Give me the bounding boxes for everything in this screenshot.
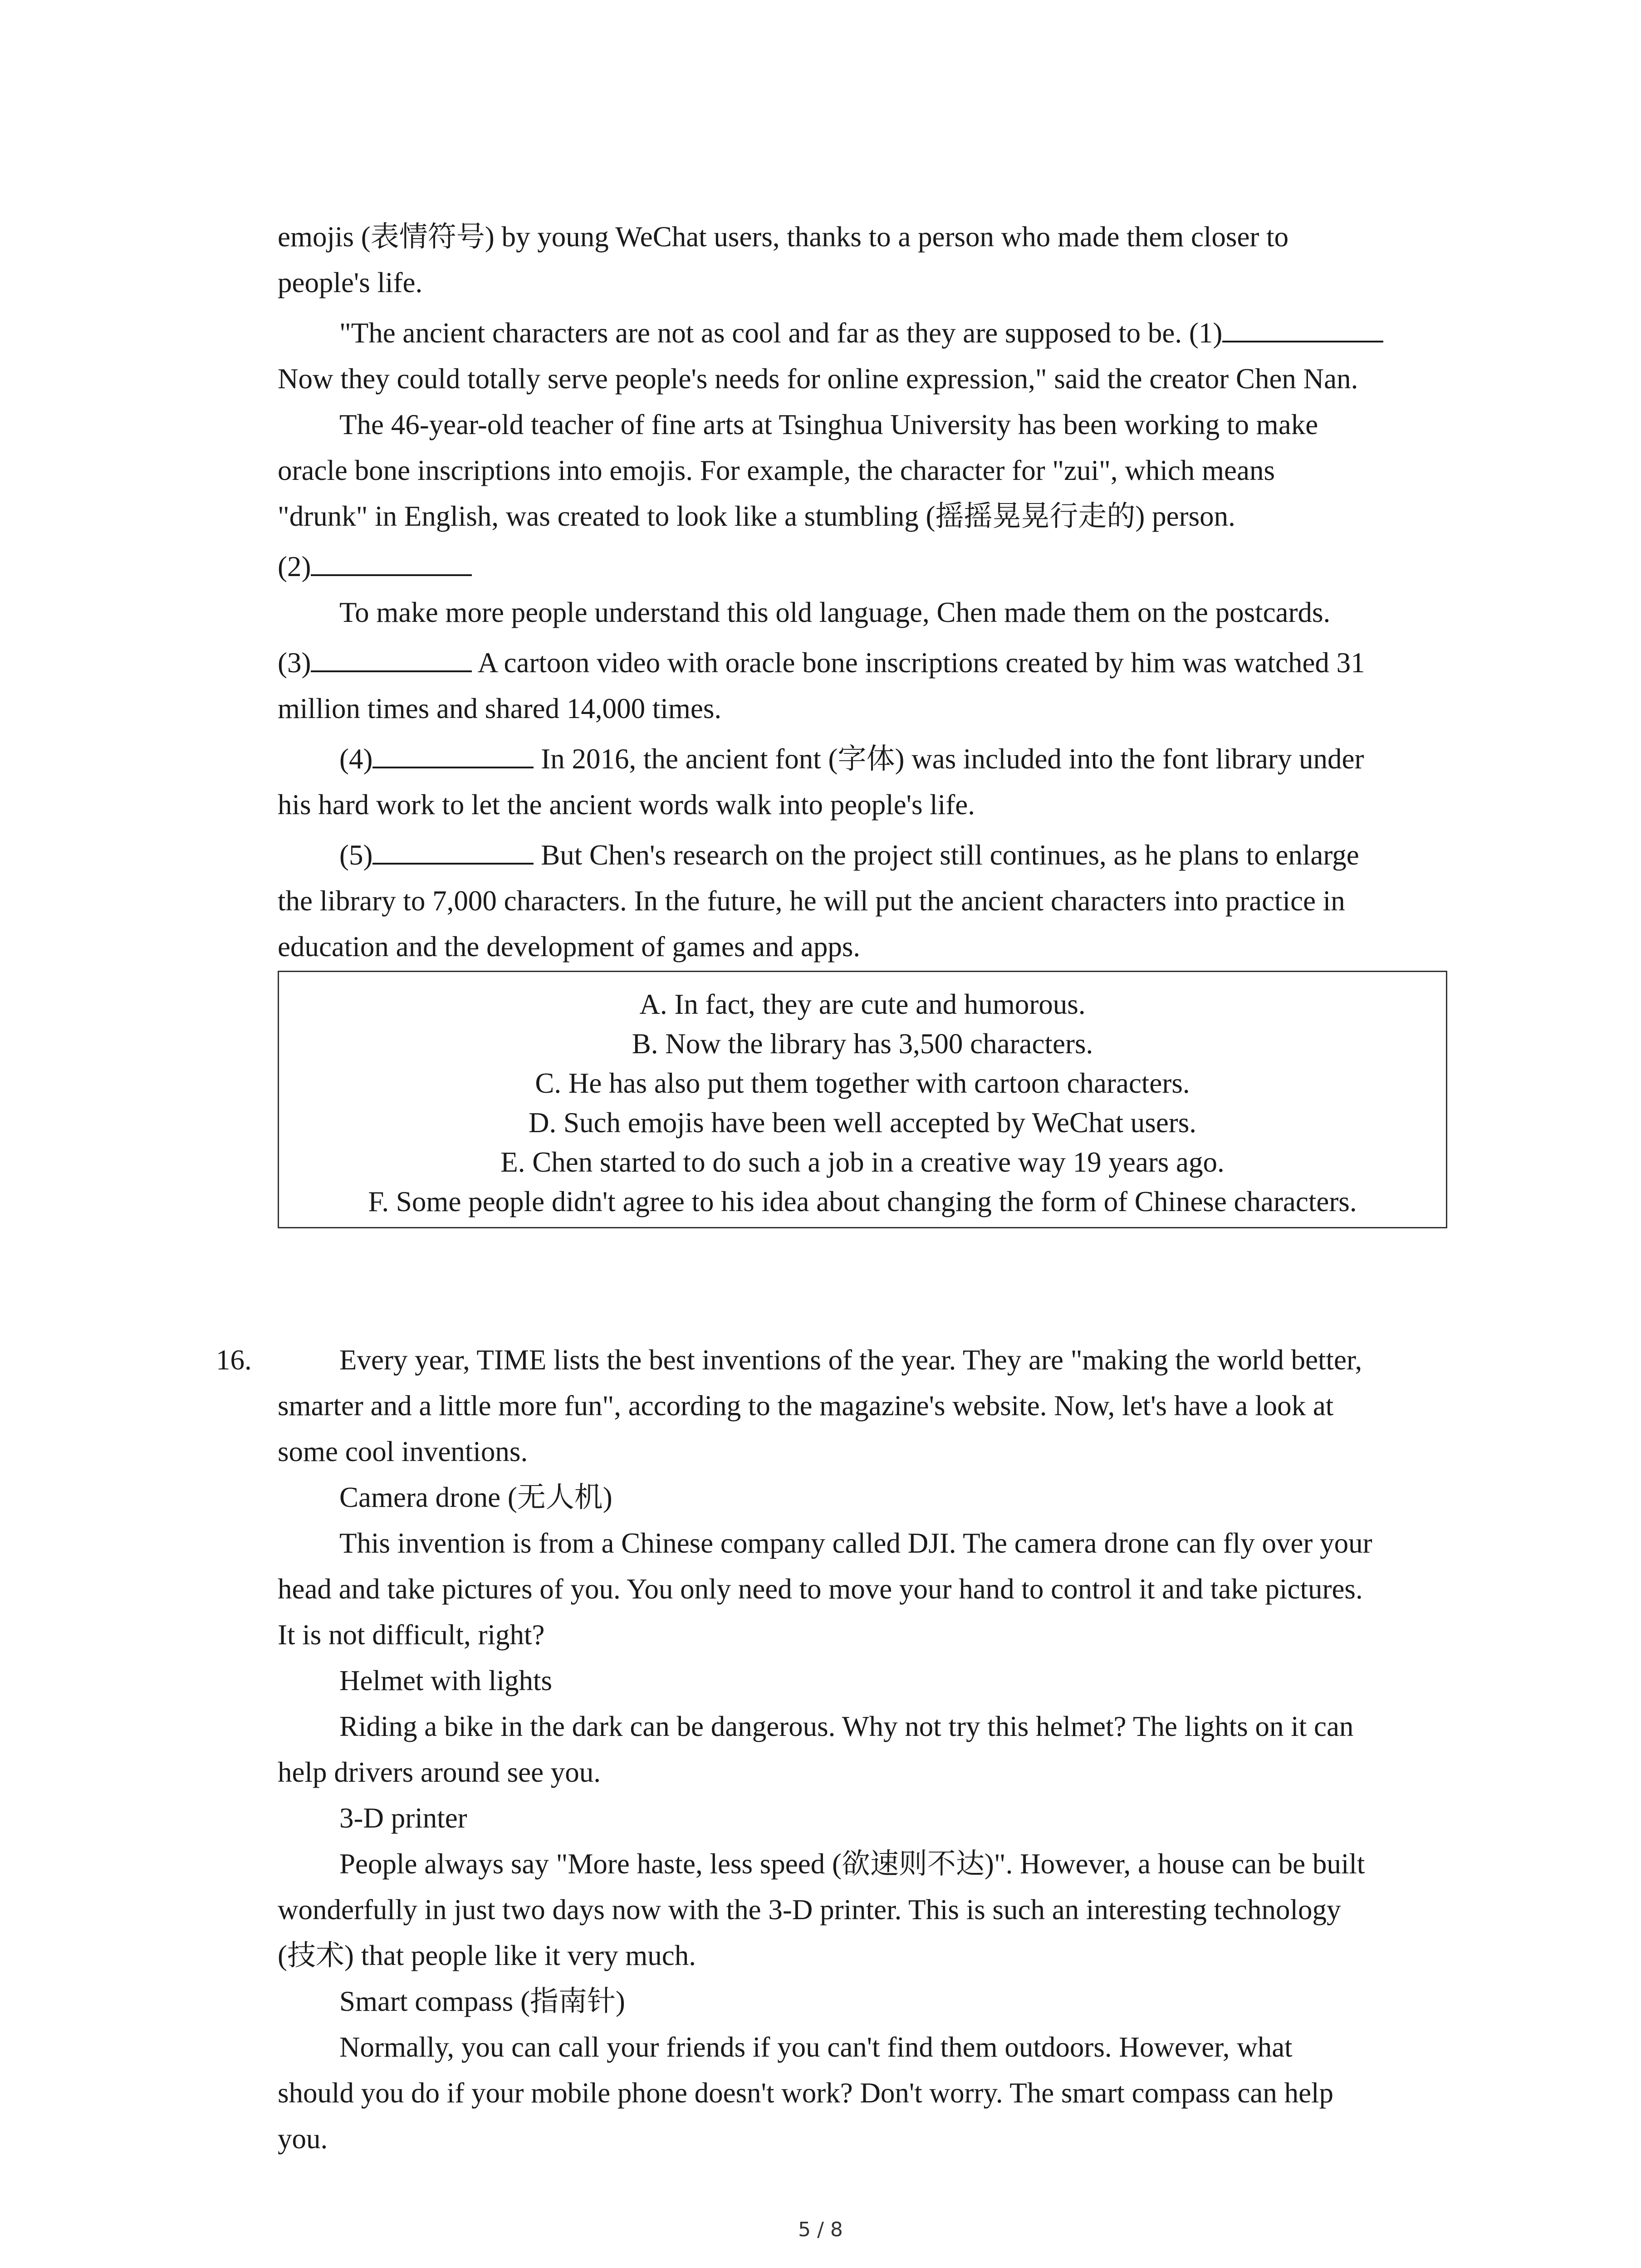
page-number: 5 / 8	[798, 2218, 843, 2241]
answer-blank-4[interactable]	[372, 739, 534, 768]
text-line: head and take pictures of you. You only need to move your hand to control it and take pictures.	[278, 1573, 1363, 1605]
text-line: the library to 7,000 characters. In the future, he will put the ancient characters into practice in	[278, 885, 1345, 917]
options-box	[278, 971, 1447, 1228]
option-b: B. Now the library has 3,500 characters.	[632, 1028, 1093, 1060]
text-line: his hard work to let the ancient words walk into people's life.	[278, 789, 975, 821]
text-line: (2)	[278, 544, 1448, 590]
text-line: Now they could totally serve people's needs for online expression," said the creator Chen Nan.	[278, 363, 1358, 395]
text-line: emojis (表情符号) by young WeChat users, thanks to a person who made them closer to	[278, 221, 1289, 253]
answer-blank-2[interactable]	[311, 547, 472, 576]
text-line: should you do if your mobile phone doesn't work? Don't worry. The smart compass can help	[278, 2077, 1334, 2109]
answer-blank-1[interactable]	[1222, 313, 1383, 342]
text-line: education and the development of games and apps.	[278, 931, 861, 963]
option-d: D. Such emojis have been well accepted by WeChat users.	[528, 1107, 1197, 1139]
passage-15	[278, 214, 1448, 970]
question-number: 16.	[216, 1344, 252, 1376]
section-heading: Camera drone (无人机)	[339, 1481, 612, 1513]
answer-blank-5[interactable]	[372, 836, 534, 865]
text-line: The 46-year-old teacher of fine arts at Tsinghua University has been working to make	[339, 409, 1318, 440]
text-line: you.	[278, 2123, 328, 2155]
text-line: This invention is from a Chinese company called DJI. The camera drone can fly over your	[339, 1527, 1372, 1559]
option-c: C. He has also put them together with cartoon characters.	[535, 1067, 1190, 1099]
text-line: "The ancient characters are not as cool and far as they are supposed to be. (1)	[278, 310, 1448, 356]
text-line: people's life.	[278, 267, 423, 298]
section-heading: 3-D printer	[339, 1802, 467, 1834]
text-line: "drunk" in English, was created to look like a stumbling (摇摇晃晃行走的) person.	[278, 500, 1235, 532]
text-line: (技术) that people like it very much.	[278, 1940, 696, 1971]
option-f: F. Some people didn't agree to his idea about changing the form of Chinese characters.	[368, 1186, 1357, 1217]
text-line: To make more people understand this old language, Chen made them on the postcards.	[339, 596, 1331, 628]
text-line: smarter and a little more fun", according to the magazine's website. Now, let's have a look at	[278, 1390, 1334, 1422]
text-line: million times and shared 14,000 times.	[278, 693, 722, 724]
text-line: Normally, you can call your friends if you can't find them outdoors. However, what	[339, 2031, 1293, 2063]
text-line: Every year, TIME lists the best inventions of the year. They are "making the world better,	[339, 1344, 1362, 1376]
text-line: (4) In 2016, the ancient font (字体) was included into the font library under	[278, 736, 1448, 782]
text-line: Riding a bike in the dark can be dangerous. Why not try this helmet? The lights on it can	[339, 1711, 1354, 1742]
text-line: oracle bone inscriptions into emojis. For example, the character for "zui", which means	[278, 455, 1275, 486]
option-e: E. Chen started to do such a job in a creative way 19 years ago.	[500, 1146, 1225, 1178]
section-heading: Smart compass (指南针)	[339, 1985, 625, 2017]
answer-blank-3[interactable]	[311, 643, 472, 672]
text-line: wonderfully in just two days now with the 3-D printer. This is such an interesting technology	[278, 1894, 1341, 1926]
text-line: It is not difficult, right?	[278, 1619, 545, 1651]
text-line: some cool inventions.	[278, 1436, 528, 1467]
text-line: (3) A cartoon video with oracle bone inscriptions created by him was watched 31	[278, 640, 1448, 686]
text-line: People always say "More haste, less speed (欲速则不达)". However, a house can be built	[339, 1848, 1365, 1880]
option-a: A. In fact, they are cute and humorous.	[639, 988, 1086, 1020]
passage-16	[278, 1337, 1448, 2162]
section-heading: Helmet with lights	[339, 1665, 552, 1696]
text-line: (5) But Chen's research on the project still continues, as he plans to enlarge	[278, 832, 1448, 878]
text-line: help drivers around see you.	[278, 1756, 601, 1788]
